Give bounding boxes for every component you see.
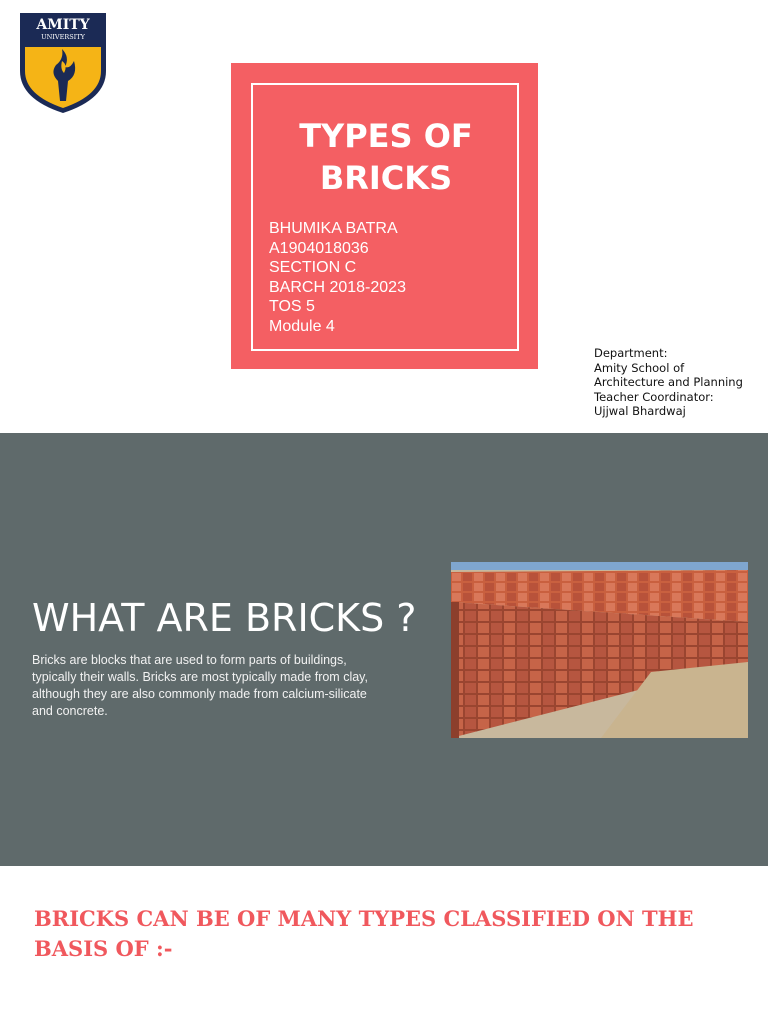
department-line: Architecture and Planning (594, 375, 743, 390)
what-are-bricks-slide (0, 433, 768, 866)
title-frame (251, 83, 519, 351)
section: SECTION C (269, 259, 357, 276)
department-label: Department: (594, 346, 668, 360)
batch: BARCH 2018-2023 (269, 278, 406, 296)
amity-shield-icon (18, 9, 108, 115)
brick-stack-image-icon (451, 562, 748, 738)
slide-title-line: TYPES OF (299, 117, 473, 155)
heading-line: BRICKS CAN BE OF MANY TYPES CLASSIFIED ON THE (34, 906, 694, 931)
author-details (269, 219, 406, 336)
brick-stack-photo (451, 562, 748, 738)
logo-text-university: UNIVERSITY (41, 33, 85, 41)
heading-line: BASIS OF :- (34, 936, 173, 961)
body-line: typically their walls. Bricks are most typically made from clay, (32, 670, 368, 684)
teacher-label: Teacher Coordinator: (594, 389, 714, 404)
slide-heading: WHAT ARE BRICKS ? (32, 596, 417, 640)
body-line: Bricks are blocks that are used to form parts of buildings, (32, 653, 347, 667)
slide-body-text (32, 652, 422, 720)
author-name: BHUMIKA BATRA (269, 220, 398, 237)
amity-university-logo (18, 9, 108, 115)
classification-slide (0, 866, 768, 1024)
department-line: Amity School of (594, 360, 685, 375)
slide-title (253, 115, 519, 199)
classification-heading (34, 904, 694, 964)
subject: TOS 5 (269, 298, 315, 315)
department-info (594, 346, 743, 419)
title-slide (0, 0, 768, 433)
module: Module 4 (269, 317, 335, 335)
title-card (231, 63, 538, 369)
body-line: although they are also commonly made from calcium-silicate (32, 687, 367, 701)
enrollment-number: A1904018036 (269, 239, 369, 257)
body-line: and concrete. (32, 704, 108, 718)
logo-text-amity: AMITY (36, 17, 90, 33)
slide-title-line: BRICKS (319, 159, 453, 197)
teacher-name: Ujjwal Bhardwaj (594, 404, 686, 419)
